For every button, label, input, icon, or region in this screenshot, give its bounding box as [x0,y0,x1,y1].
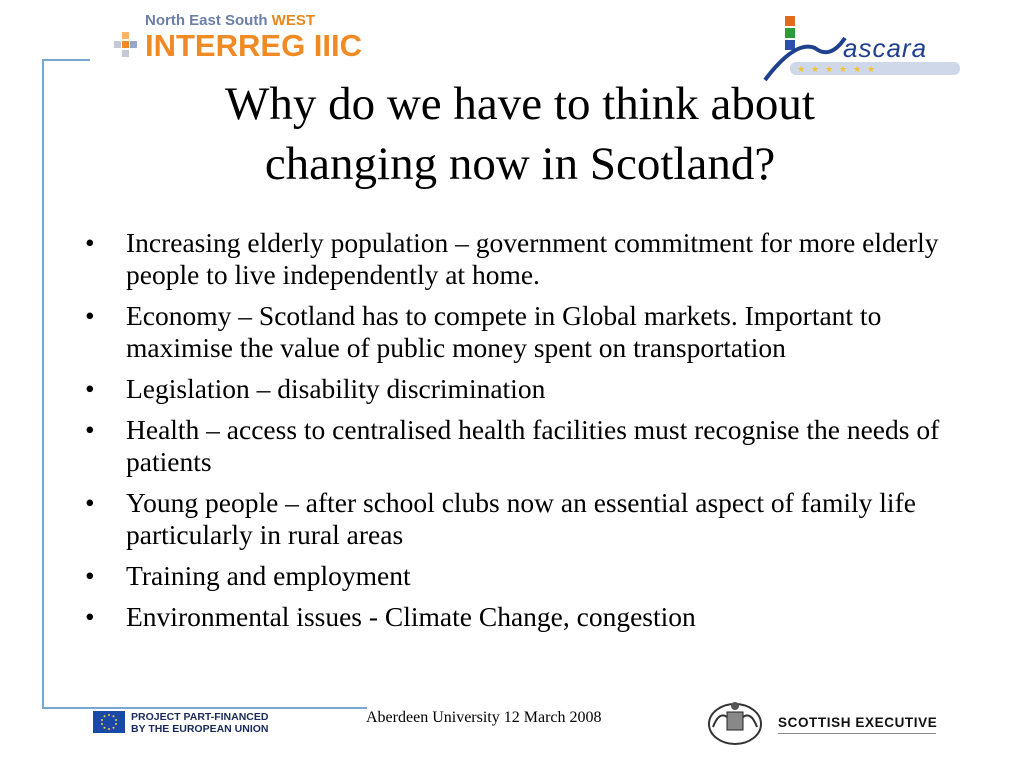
bullet-item [85,227,945,291]
frame-left-line [42,59,44,709]
eu-funding-text: PROJECT PART-FINANCED BY THE EUROPEAN UNION [131,711,269,735]
frame-top-line [42,59,90,61]
bullet-item [85,300,945,364]
bullet-icon: • [85,227,95,258]
mascara-wordmark: ascara [843,33,928,63]
bullet-text: Environmental issues - Climate Change, congestion [126,601,696,632]
svg-text:★: ★ [811,65,820,75]
bullet-icon: • [85,414,95,445]
bullet-text: Increasing elderly population – government commitment for more elderly people to live independently at home. [126,227,939,290]
bullet-text: Health – access to centralised health facilities must recognise the needs of patients [126,414,940,477]
interreg-logo [110,12,380,72]
title-line-1: Why do we have to think about [225,78,815,130]
svg-text:★: ★ [853,65,862,75]
title-line-2: changing now in Scotland? [264,138,776,190]
bullet-icon: • [85,560,95,591]
svg-text:★: ★ [867,65,876,75]
bullet-text: Young people – after school clubs now an essential aspect of family life particularly in rural areas [126,487,916,550]
bullet-item [85,414,945,478]
interreg-subtitle: North East South WEST [145,12,316,29]
bullet-item [85,373,945,405]
bullet-icon: • [85,487,95,518]
bullet-item [85,560,945,592]
bullet-icon: • [85,300,95,331]
bullet-icon: • [85,373,95,404]
scottish-executive-logo: SCOTTISH EXECUTIVE [778,715,938,730]
interreg-dots-icon [110,32,142,64]
scottish-executive-rule [778,733,936,734]
frame-bottom-line [42,707,367,709]
svg-text:★: ★ [839,65,848,75]
bullet-icon: • [85,601,95,632]
interreg-title: INTERREG IIIC [145,28,363,63]
bullet-item [85,601,945,633]
bullet-list [85,227,945,642]
svg-text:★: ★ [825,65,834,75]
eu-flag-icon [93,711,125,733]
slide-title [120,74,920,194]
royal-crest-icon [703,697,767,747]
svg-text:★: ★ [797,65,806,75]
bullet-text: Training and employment [126,560,411,591]
bullet-item [85,487,945,551]
bullet-text: Economy – Scotland has to compete in Global markets. Important to maximise the value of public money spent on transportation [126,300,882,363]
slide-footer: Aberdeen University 12 March 2008 [366,709,602,726]
bullet-text: Legislation – disability discrimination [126,373,546,404]
